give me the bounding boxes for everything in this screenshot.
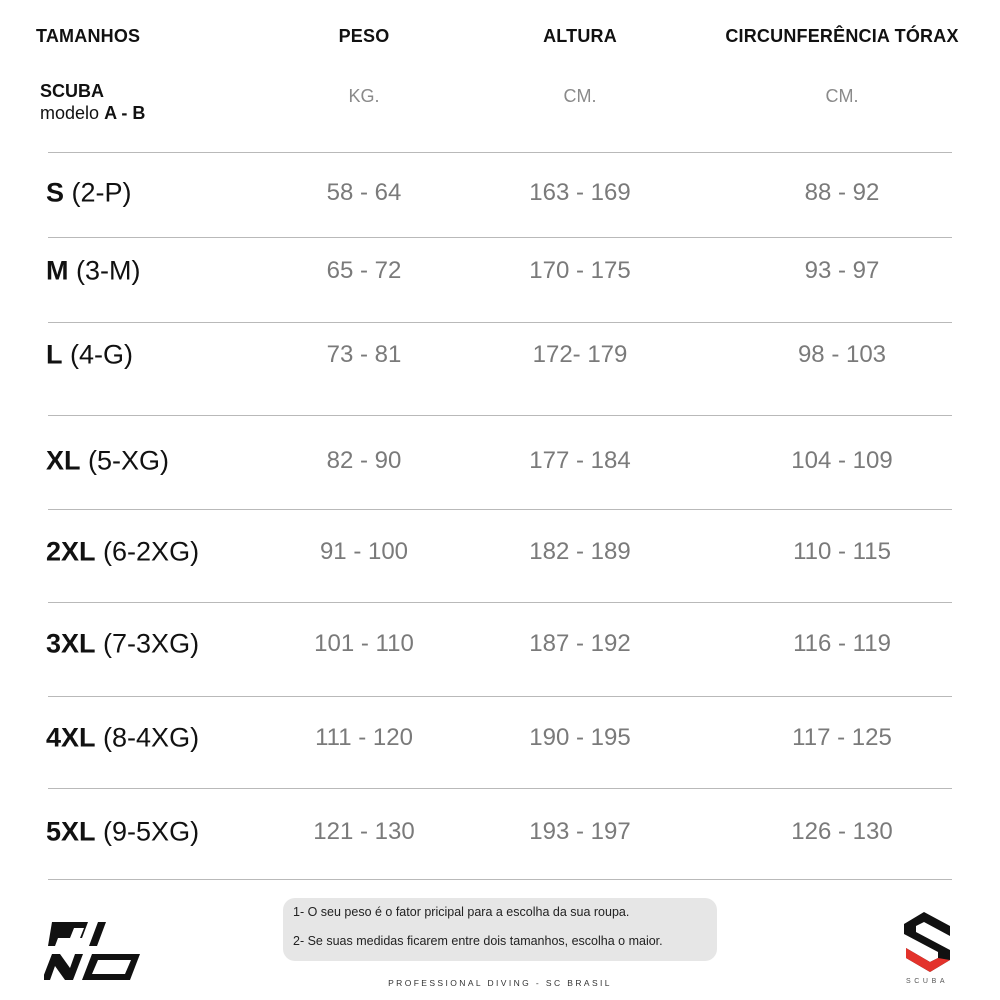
chest-value: 116 - 119 <box>793 630 891 657</box>
header-chest: CIRCUNFERÊNCIA TÓRAX <box>725 26 959 46</box>
size-equivalent: (7-3XG) <box>103 628 200 659</box>
chest-value: 117 - 125 <box>792 724 892 751</box>
size-label <box>46 629 199 660</box>
height-value: 172- 179 <box>532 341 628 368</box>
notes-box <box>283 898 717 961</box>
height-value: 170 - 175 <box>529 257 631 284</box>
note-2: 2- Se suas medidas ficarem entre dois tamanhos, escolha o maior. <box>293 934 663 948</box>
unit-height: CM. <box>563 86 597 106</box>
chest-value: 110 - 115 <box>793 538 891 565</box>
weight-value: 65 - 72 <box>326 257 402 284</box>
weight-value: 58 - 64 <box>326 179 402 206</box>
footer-text: PROFESSIONAL DIVING - SC BRASIL <box>388 978 612 988</box>
brand-block <box>40 80 145 124</box>
weight-value: 121 - 130 <box>313 818 415 845</box>
chest-value: 126 - 130 <box>791 818 893 845</box>
size-equivalent: (4-G) <box>70 339 134 370</box>
chest-value: 88 - 92 <box>804 179 880 206</box>
height-value: 163 - 169 <box>529 179 631 206</box>
row-divider <box>48 322 952 323</box>
row-divider <box>48 509 952 510</box>
weight-value: 101 - 110 <box>314 630 414 657</box>
size-code: L <box>46 339 63 370</box>
header-sizes: TAMANHOS <box>36 26 141 46</box>
scuba-s-logo <box>904 910 952 979</box>
unit-weight: KG. <box>348 86 380 106</box>
row-divider <box>48 415 952 416</box>
header-height: ALTURA <box>543 26 617 46</box>
row-divider <box>48 879 952 880</box>
brand-name: SCUBA <box>40 81 105 101</box>
size-equivalent: (9-5XG) <box>103 816 200 847</box>
row-divider <box>48 152 952 153</box>
size-code: 4XL <box>46 722 96 753</box>
size-code: 3XL <box>46 628 96 659</box>
height-value: 190 - 195 <box>529 724 631 751</box>
size-code: 5XL <box>46 816 96 847</box>
size-equivalent: (5-XG) <box>88 445 170 476</box>
size-code: M <box>46 255 69 286</box>
size-label <box>46 256 141 287</box>
height-value: 177 - 184 <box>529 447 631 474</box>
height-value: 187 - 192 <box>529 630 631 657</box>
header-weight: PESO <box>338 26 390 46</box>
size-equivalent: (6-2XG) <box>103 536 200 567</box>
size-code: XL <box>46 445 81 476</box>
size-label <box>46 817 199 848</box>
model-value: A - B <box>104 103 146 123</box>
weight-value: 111 - 120 <box>315 724 413 751</box>
row-divider <box>48 602 952 603</box>
row-divider <box>48 237 952 238</box>
size-code: 2XL <box>46 536 96 567</box>
size-equivalent: (2-P) <box>71 177 132 208</box>
chest-value: 98 - 103 <box>797 341 887 368</box>
note-1: 1- O seu peso é o fator pricipal para a escolha da sua roupa. <box>293 905 630 919</box>
weight-value: 82 - 90 <box>326 447 402 474</box>
chest-value: 104 - 109 <box>791 447 893 474</box>
size-label <box>46 723 199 754</box>
row-divider <box>48 696 952 697</box>
row-divider <box>48 788 952 789</box>
chest-value: 93 - 97 <box>804 257 880 284</box>
size-equivalent: (8-4XG) <box>103 722 200 753</box>
scuba-wordmark: SCUBA <box>906 978 949 985</box>
size-label <box>46 446 169 477</box>
size-label <box>46 537 199 568</box>
size-label <box>46 178 132 209</box>
model-prefix: modelo <box>40 103 100 123</box>
size-equivalent: (3-M) <box>76 255 141 286</box>
weight-value: 91 - 100 <box>319 538 409 565</box>
unit-chest: CM. <box>825 86 859 106</box>
size-code: S <box>46 177 65 208</box>
height-value: 193 - 197 <box>529 818 631 845</box>
size-label <box>46 340 133 371</box>
height-value: 182 - 189 <box>529 538 631 565</box>
pino-logo <box>44 918 148 987</box>
weight-value: 73 - 81 <box>326 341 402 368</box>
